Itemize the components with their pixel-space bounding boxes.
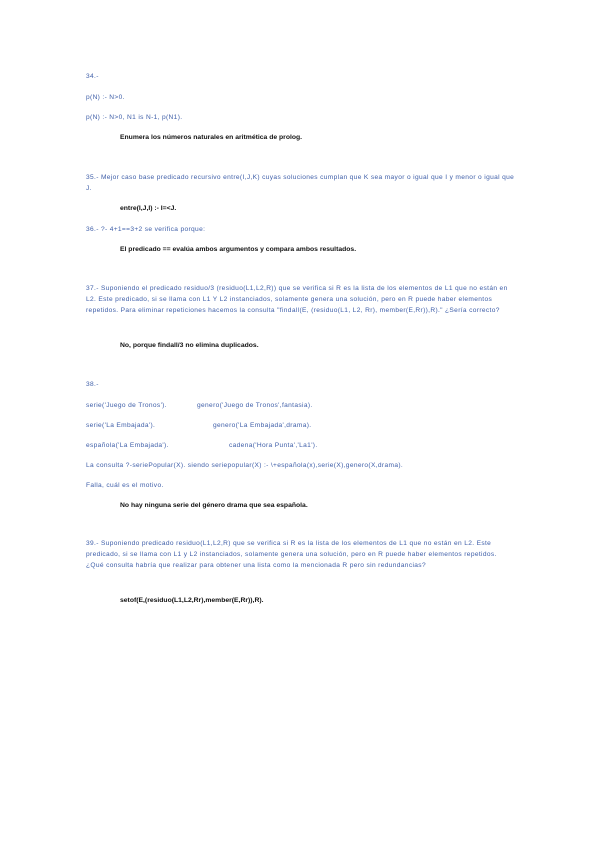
q38-fact-left: serie('La Embajada'). [86, 422, 156, 429]
q38-fact-left: española('La Embajada'). [86, 442, 169, 449]
q36-question: 36.- ?- 4+1==3+2 se verifica porque: [86, 226, 206, 233]
q39-question: 39.- Suponiendo predicado residuo(L1,L2,R) que se verifica si R es la lista de los elementos de L1 que no están en L2. Este predicado, si se llama con L1 y L2 instanciados, solamente genera una solución, pero en R puede haber elementos repetidos. ¿Qué consulta habría que realizar para obtener una lista como la mencionada R pero sin redundancias? [86, 540, 497, 569]
q35-answer: entre(I,J,I) :- I=<J. [120, 205, 177, 212]
q35-question: 35.- Mejor caso base predicado recursivo entre(I,J,K) cuyas soluciones cumplan que K sea mayor o igual que I y menor o igual que J. [86, 174, 515, 192]
q38-fact-right: genero('Juego de Tronos',fantasia). [197, 402, 313, 409]
q39-answer: setof(E,(residuo(L1,L2,Rr),member(E,Rr)),R). [120, 597, 264, 604]
q37-question: 37.- Suponiendo el predicado residuo/3 (residuo(L1,L2,R)) que se verifica si R es la lista de los elementos de L1 que no están en L2. Este predicado, si se llama con L1 Y L2 instanciados, solamente genera una solución, pero en R puede haber elementos repetidos. Para eliminar repeticiones hacemos la consulta "findall(E, (residuo(L1, L2, Rr), member(E,Rr)),R)." ¿Sería correcto? [86, 285, 508, 314]
q38-fact-right: cadena('Hora Punta','La1'). [229, 442, 318, 449]
q34-answer: Enumera los números naturales en aritmética de prolog. [120, 134, 303, 141]
q37-answer: No, porque findall/3 no elimina duplicados. [120, 342, 259, 349]
q38-answer: No hay ninguna serie del género drama que sea española. [120, 502, 308, 509]
q38-query: La consulta ?-seriePopular(X). siendo seriepopular(X) :- \+española(x),serie(X),genero(X,drama). [86, 462, 404, 469]
q38-prompt: Falla, cuál es el motivo. [86, 482, 164, 489]
q34-code-line-2: p(N) :- N>0, N1 is N-1, p(N1). [86, 114, 183, 121]
q38-fact-left: serie('Juego de Tronos'). [86, 402, 167, 409]
q34-code-line-1: p(N) :- N>0. [86, 94, 125, 101]
q38-fact-row [86, 420, 312, 431]
q38-fact-right: genero('La Embajada',drama). [213, 422, 312, 429]
q38-fact-row [86, 440, 318, 451]
q36-answer: El predicado == evalúa ambos argumentos y compara ambos resultados. [120, 246, 357, 253]
q38-fact-row [86, 400, 313, 411]
q38-number: 38.- [86, 381, 99, 388]
q34-number: 34.- [86, 73, 99, 80]
